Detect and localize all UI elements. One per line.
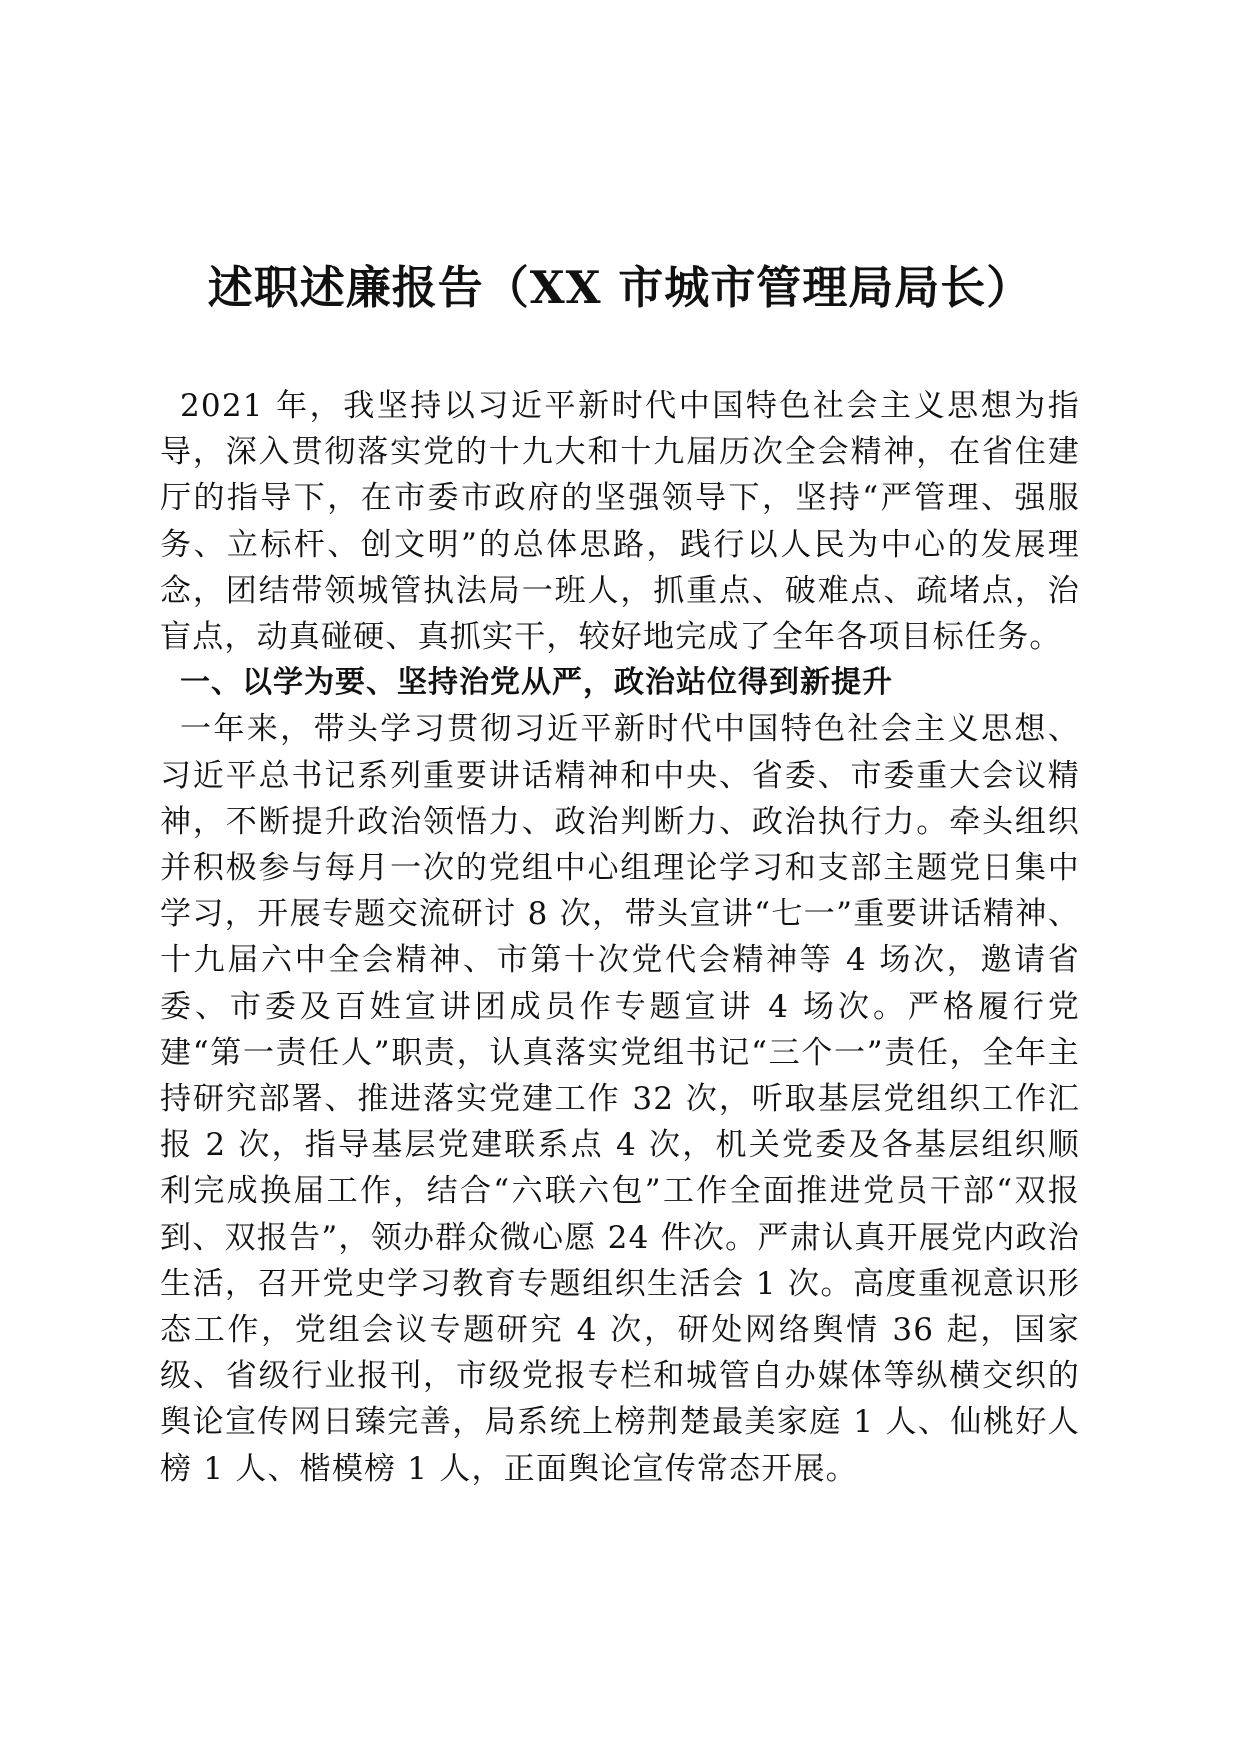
section-1-paragraph: 一年来，带头学习贯彻习近平新时代中国特色社会主义思想、习近平总书记系列重要讲话精神和中央、省委、市委重大会议精神，不断提升政治领悟力、政治判断力、政治执行力。牵头组织并积极参与每月一次的党组中心组理论学习和支部主题党日集中学习，开展专题交流研讨 8 次，带头宣讲“七一”重要讲话精神、十九届六中全会精神、市第十次党代会精神等 4 场次，邀请省委、市委及百姓宣讲团成员作专题宣讲 4 场次。严格履行党建“第一责任人”职责，认真落实党组书记“三个一”责任，全年主持研究部署、推进落实党建工作 32 次，听取基层党组织工作汇报 2 次，指导基层党建联系点 4 次，机关党委及各基层组织顺利完成换届工作，结合“六联六包”工作全面推进党员干部“双报到、双报告”，领办群众微心愿 24 件次。严肃认真开展党内政治生活，召开党史学习教育专题组织生活会 1 次。高度重视意识形态工作，党组会议专题研究 4 次，研处网络舆情 36 起，国家级、省级行业报刊，市级党报专栏和城管自办媒体等纵横交织的舆论宣传网日臻完善，局系统上榜荆楚最美家庭 1 人、仙桃好人榜 1 人、楷模榜 1 人，正面舆论宣传常态开展。 [160,711,1080,1487]
intro-paragraph: 2021 年，我坚持以习近平新时代中国特色社会主义思想为指导，深入贯彻落实党的十九大和十九届历次全会精神，在省住建厅的指导下，在市委市政府的坚强领导下，坚持“严管理、强服务、立标杆、创文明”的总体思路，践行以人民为中心的发展理念，团结带领城管执法局一班人，抓重点、破难点、疏堵点，治盲点，动真碰硬、真抓实干，较好地完成了全年各项目标任务。 [160,388,1080,656]
document-title: 述职述廉报告（XX 市城市管理局局长） [207,261,1033,314]
document-body [160,383,1080,1492]
section-heading-1: 一、以学为要、坚持治党从严，政治站位得到新提升 [180,665,893,701]
